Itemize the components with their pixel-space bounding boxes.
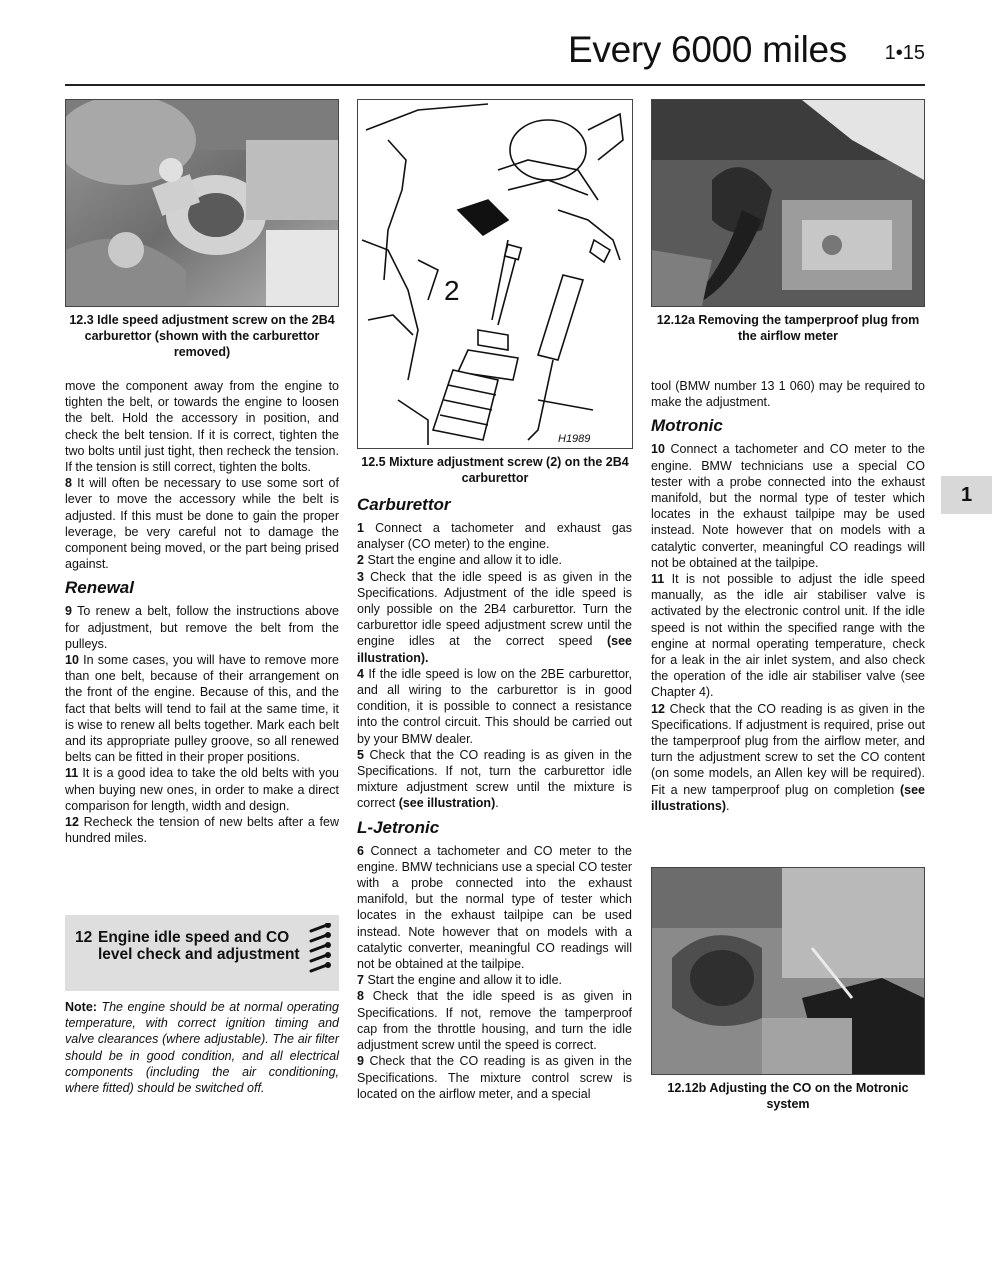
page-title: Every 6000 miles bbox=[568, 29, 847, 70]
header-rule bbox=[65, 84, 925, 86]
paragraph-text: It will often be necessary to use some sort of lever to move the accessory while the belt is adjusted. If this must be done to gain the proper leverage, be very careful not to damage the component being moved, or the part being prised against. bbox=[65, 476, 339, 572]
chapter-tab: 1 bbox=[941, 476, 992, 514]
step-number: 9 bbox=[357, 1054, 364, 1069]
step-number: 2 bbox=[357, 553, 364, 568]
column-1 bbox=[65, 378, 339, 846]
note-block bbox=[65, 999, 339, 1096]
column-3: tool (BMW number 13 1 060) may be required to make the adjustment. Motronic 10 Connect a tachometer and CO meter to the engine. BMW technicians use a special CO tester with a probe connected into the exhaust manifold, but the normal type of tester which locates in the exhaust tailpipe may be used instead. Note however that on models with a catalytic converter, meaningful CO readings will not be obtained at the tailpipe. 11 It is not possible to adjust the idle speed manually, as the idle air stabiliser valve is activated by the electronic control unit. If the idle speed is not within the specified range with the engine at normal operating temperature, check for a leak in the air inlet system, and also check the operation of the idle air stabiliser valve (see Chapter 4). 12 Check that the CO reading is as given in the Specifications. If adjustment is required, prise out the tamperproof plug from the airflow meter, and turn the adjustment screw to set the CO content (on some models, an Allen key will be required). Fit a new tamperproof plug on completion (see illustrations). bbox=[651, 379, 925, 813]
paragraph-9 bbox=[65, 603, 339, 652]
step-number: 12 bbox=[651, 701, 665, 716]
illustration-reference: (see illustrations) bbox=[651, 782, 925, 813]
step-number: 8 bbox=[357, 989, 364, 1004]
step-number: 12 bbox=[65, 815, 79, 830]
step-number: 5 bbox=[357, 747, 364, 762]
step-number: 4 bbox=[357, 666, 364, 681]
caption-12-12b: 12.12b Adjusting the CO on the Motronic system bbox=[667, 1081, 909, 1111]
paragraph-text: It is a good idea to take the old belts with you when buying new ones, in order to make a direct comparison for length, width and design. bbox=[65, 766, 339, 813]
illustration-reference: (see illustration) bbox=[398, 796, 496, 811]
paragraph-text: Check that the CO reading is as given in the Specifications. If adjustment is required, prise out the tamperproof plug from the airflow meter, and turn the adjustment screw to set the CO content (on some models, an Allen key will be required). Fit a new tamperproof plug on completion bbox=[651, 701, 925, 797]
photo-12-12b bbox=[651, 867, 925, 1075]
paragraph-12 bbox=[65, 814, 339, 846]
paragraph-text: Start the engine and allow it to idle. bbox=[367, 973, 563, 988]
step-number: 9 bbox=[65, 604, 72, 619]
paragraph-text: Connect a tachometer and CO meter to the engine. BMW technicians use a special CO tester with a probe connected into the exhaust manifold, but the normal type of tester which locates in the exhaust tailpipe may be used instead. Note however that on models with a catalytic converter, meaningful CO readings will not be obtained at the tailpipe. bbox=[651, 442, 925, 570]
paragraph-11 bbox=[65, 765, 339, 814]
paragraph-10 bbox=[65, 652, 339, 765]
section-title-line-2: level check and adjustment bbox=[98, 946, 300, 963]
note-text: The engine should be at normal operating temperature, with correct ignition timing and valve clearances (where adjustable). The air filter should be in good condition, and all electrical components (including the air conditioning, where fitted) should be switched off. bbox=[65, 1000, 339, 1096]
drawing-code: H1989 bbox=[558, 433, 591, 445]
photo-12-3 bbox=[65, 99, 339, 307]
page-number: 1•15 bbox=[884, 42, 925, 64]
step-number: 3 bbox=[357, 569, 364, 584]
section-title-line-1: Engine idle speed and CO bbox=[98, 929, 290, 946]
paragraph-text: Connect a tachometer and exhaust gas analyser (CO meter) to the engine. bbox=[357, 521, 632, 552]
paragraph-text: Check that the CO reading is as given in the Specifications. If not, turn the carburettor idle mixture adjustment screw until the mixture is correct bbox=[357, 747, 632, 811]
caption-12-12a: 12.12a Removing the tamperproof plug from the airflow meter bbox=[656, 313, 920, 343]
column-2: Carburettor 1 Connect a tachometer and exhaust gas analyser (CO meter) to the engine. 2 Start the engine and allow it to idle. 3 Check that the idle speed is as given in the Specifications. Adjustment of the idle speed is only possible on the 2B4 carburettor. Turn the carburettor idle speed adjustment screw until the engine idles at the correct speed (see illustration). 4 If the idle speed is low on the 2BE carburettor, and all wiring to the carburettor is in good condition, it is possible to connect a resistance into the control circuit. This should be carried out by your BMW dealer. 5 Check that the CO reading is as given in the Specifications. If not, turn the carburettor idle mixture adjustment screw until the mixture is correct (see illustration). L-Jetronic 6 Connect a tachometer and CO meter to the engine. BMW technicians use a special CO tester with a probe connected into the exhaust manifold, but the normal type of tester which locates in the exhaust tailpipe can be used instead. Note however that on models with a catalytic converter, meaningful CO readings will not be obtained at the tailpipe. 7 Start the engine and allow it to idle. 8 Check that the idle speed is as given in Specifications. If not, remove the tamperproof cap from the throttle housing, and turn the idle adjustment screw until the speed is correct. 9 Check that the CO reading is as given in the Specifications. The mixture control screw is located on the airflow meter, and a special bbox=[357, 495, 632, 1101]
heading-carburettor: Carburettor bbox=[357, 495, 451, 514]
section-heading-box bbox=[65, 915, 339, 991]
step-number: 11 bbox=[651, 572, 665, 587]
step-number: 6 bbox=[357, 843, 364, 858]
paragraph-8 bbox=[65, 475, 339, 572]
photo-12-12a bbox=[651, 99, 925, 307]
step-number: 11 bbox=[65, 766, 79, 781]
step-number: 7 bbox=[357, 973, 364, 988]
step-number: 1 bbox=[357, 521, 364, 535]
caption-12-5: 12.5 Mixture adjustment screw (2) on the 2B4 carburettor bbox=[361, 455, 629, 485]
step-number: 10 bbox=[65, 653, 79, 668]
heading-motronic: Motronic bbox=[651, 416, 723, 436]
paragraph-text: It is not possible to adjust the idle speed manually, as the idle air stabiliser valve is activated by the electronic control unit. If the idle speed is not within the specified range with the engine at normal operating temperature, check for a leak in the air inlet system, and also check the operation of the idle air stabiliser valve (see Chapter 4). bbox=[651, 572, 925, 700]
note-label: Note: bbox=[65, 1000, 97, 1014]
step-number: 8 bbox=[65, 476, 72, 491]
paragraph-text: To renew a belt, follow the instructions above for adjustment, but remove the belt from the pulleys. bbox=[65, 604, 340, 651]
heading-renewal: Renewal bbox=[65, 578, 134, 598]
paragraph-text: In some cases, you will have to remove more than one belt, because of their arrangement on the front of the engine. Because of this, and the fact that belts will tend to fail at the same time, it is wise to renew all belts together. Mark each belt and its appropriate pulley groove, so all renewed belts can be fitted in their proper positions. bbox=[65, 653, 339, 765]
paragraph-text: Check that the idle speed is as given in the Specifications. Adjustment of the idle speed is only possible on the 2B4 carburettor. Turn the carburettor idle speed adjustment screw until the engine idles at the correct speed bbox=[357, 569, 632, 649]
paragraph-text: Check that the CO reading is as given in the Specifications. The mixture control screw is located on the airflow meter, and a special bbox=[357, 1054, 632, 1101]
illustration-reference: (see illustration). bbox=[357, 634, 632, 665]
paragraph-text: Recheck the tension of new belts after a few hundred miles. bbox=[65, 815, 339, 846]
diagram-12-5 bbox=[357, 99, 633, 449]
step-number: 10 bbox=[651, 442, 665, 457]
paragraph-continued: tool (BMW number 13 1 060) may be required to make the adjustment. bbox=[651, 379, 925, 410]
paragraph-text: Connect a tachometer and CO meter to the engine. BMW technicians use a special CO tester with a probe connected into the exhaust manifold, but the normal type of tester which locates in the exhaust tailpipe can be used instead. Note however that on models with a catalytic converter, meaningful CO readings will not be obtained at the tailpipe. bbox=[357, 843, 632, 972]
paragraph-continued: move the component away from the engine to tighten the belt, or towards the engine to loosen the belt. Hold the accessory in position, and check the belt tension. If it is correct, tighten the two bolts until just tight, then recheck the tension. If the tension is still correct, tighten the bolts. bbox=[65, 379, 339, 475]
section-number: 12 bbox=[75, 929, 93, 946]
callout-2: 2 bbox=[444, 275, 460, 306]
heading-l-jetronic: L-Jetronic bbox=[357, 817, 440, 837]
caption-12-3: 12.3 Idle speed adjustment screw on the 2B4 carburettor (shown with the carburettor removed) bbox=[69, 313, 335, 359]
difficulty-spanner-icon bbox=[307, 923, 333, 981]
paragraph-text: Check that the idle speed is as given in Specifications. If not, remove the tamperproof cap from the throttle housing, and turn the idle adjustment screw until the speed is correct. bbox=[357, 989, 632, 1053]
paragraph-text: If the idle speed is low on the 2BE carburettor, and all wiring to the carburettor is in good condition, it is possible to connect a resistance into the control circuit. This should be carried out by your BMW dealer. bbox=[357, 666, 632, 746]
paragraph-text: Start the engine and allow it to idle. bbox=[367, 553, 563, 568]
